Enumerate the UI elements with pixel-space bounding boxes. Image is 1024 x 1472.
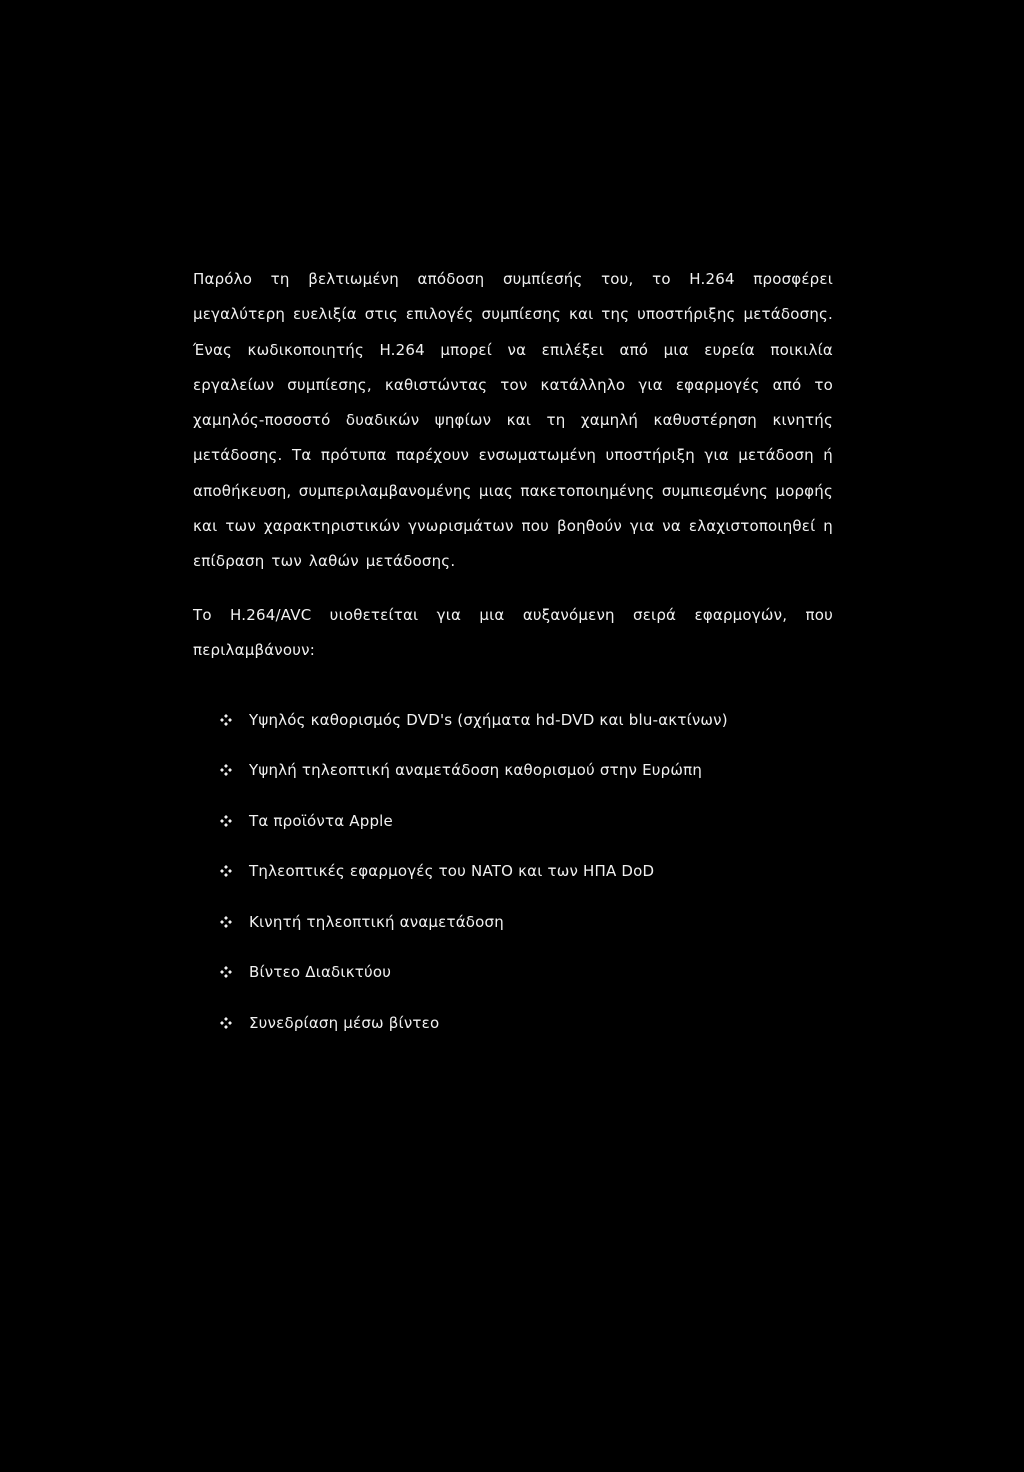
list-item [193,694,833,745]
list-item [193,947,833,998]
intro-paragraph: Παρόλο τη βελτιωμένη απόδοση συμπίεσής του, το H.264 προσφέρει μεγαλύτερη ευελιξία στις επιλογές συμπίεσης και της υποστήριξης μετάδοσης. Ένας κωδικοποιητής H.264 μπορεί να επιλέξει από μια ευρεία ποικιλία εργαλείων συμπίεσης, καθιστώντας τον κατάλληλο για εφαρμογές από το χαμηλός-ποσοστό δυαδικών ψηφίων και τη χαμηλή καθυστέρηση κινητής μετάδοσης. Τα πρότυπα παρέχουν ενσωματωμένη υποστήριξη για μετάδοση ή αποθήκευση, συμπεριλαμβανομένης μιας πακετοποιημένης συμπιεσμένης μορφής και των χαρακτηριστικών γνωρισμάτων που βοηθούν για να ελαχιστοποιηθεί η επίδραση των λαθών μετάδοσης. [193,270,833,571]
list-item-text: Συνεδρίαση μέσω βίντεο [249,1013,440,1032]
list-item [193,846,833,897]
four-diamond-bullet-icon [220,966,232,978]
four-diamond-bullet-icon [220,916,232,928]
applications-list [193,694,833,1048]
four-diamond-bullet-icon [220,1017,232,1029]
four-diamond-bullet-icon [220,865,232,877]
list-item-text: Τα προϊόντα Apple [249,811,393,830]
list-item-text: Τηλεοπτικές εφαρμογές του NATO και των ΗΠΑ DoD [249,862,655,881]
list-item [193,997,833,1048]
list-item-text: Υψηλή τηλεοπτική αναμετάδοση καθορισμού στην Ευρώπη [249,761,703,780]
four-diamond-bullet-icon [220,815,232,827]
list-item [193,745,833,796]
four-diamond-bullet-icon [220,714,232,726]
list-item-text: Κινητή τηλεοπτική αναμετάδοση [249,912,504,931]
four-diamond-bullet-icon [220,764,232,776]
document-page [193,262,833,1048]
list-item-text: Υψηλός καθορισμός DVD's (σχήματα hd-DVD και blu-ακτίνων) [249,710,728,729]
applications-paragraph: Το H.264/AVC υιοθετείται για μια αυξανόμενη σειρά εφαρμογών, που περιλαμβάνουν: [193,605,833,659]
list-item-text: Βίντεο Διαδικτύου [249,963,392,982]
list-item [193,795,833,846]
list-item [193,896,833,947]
